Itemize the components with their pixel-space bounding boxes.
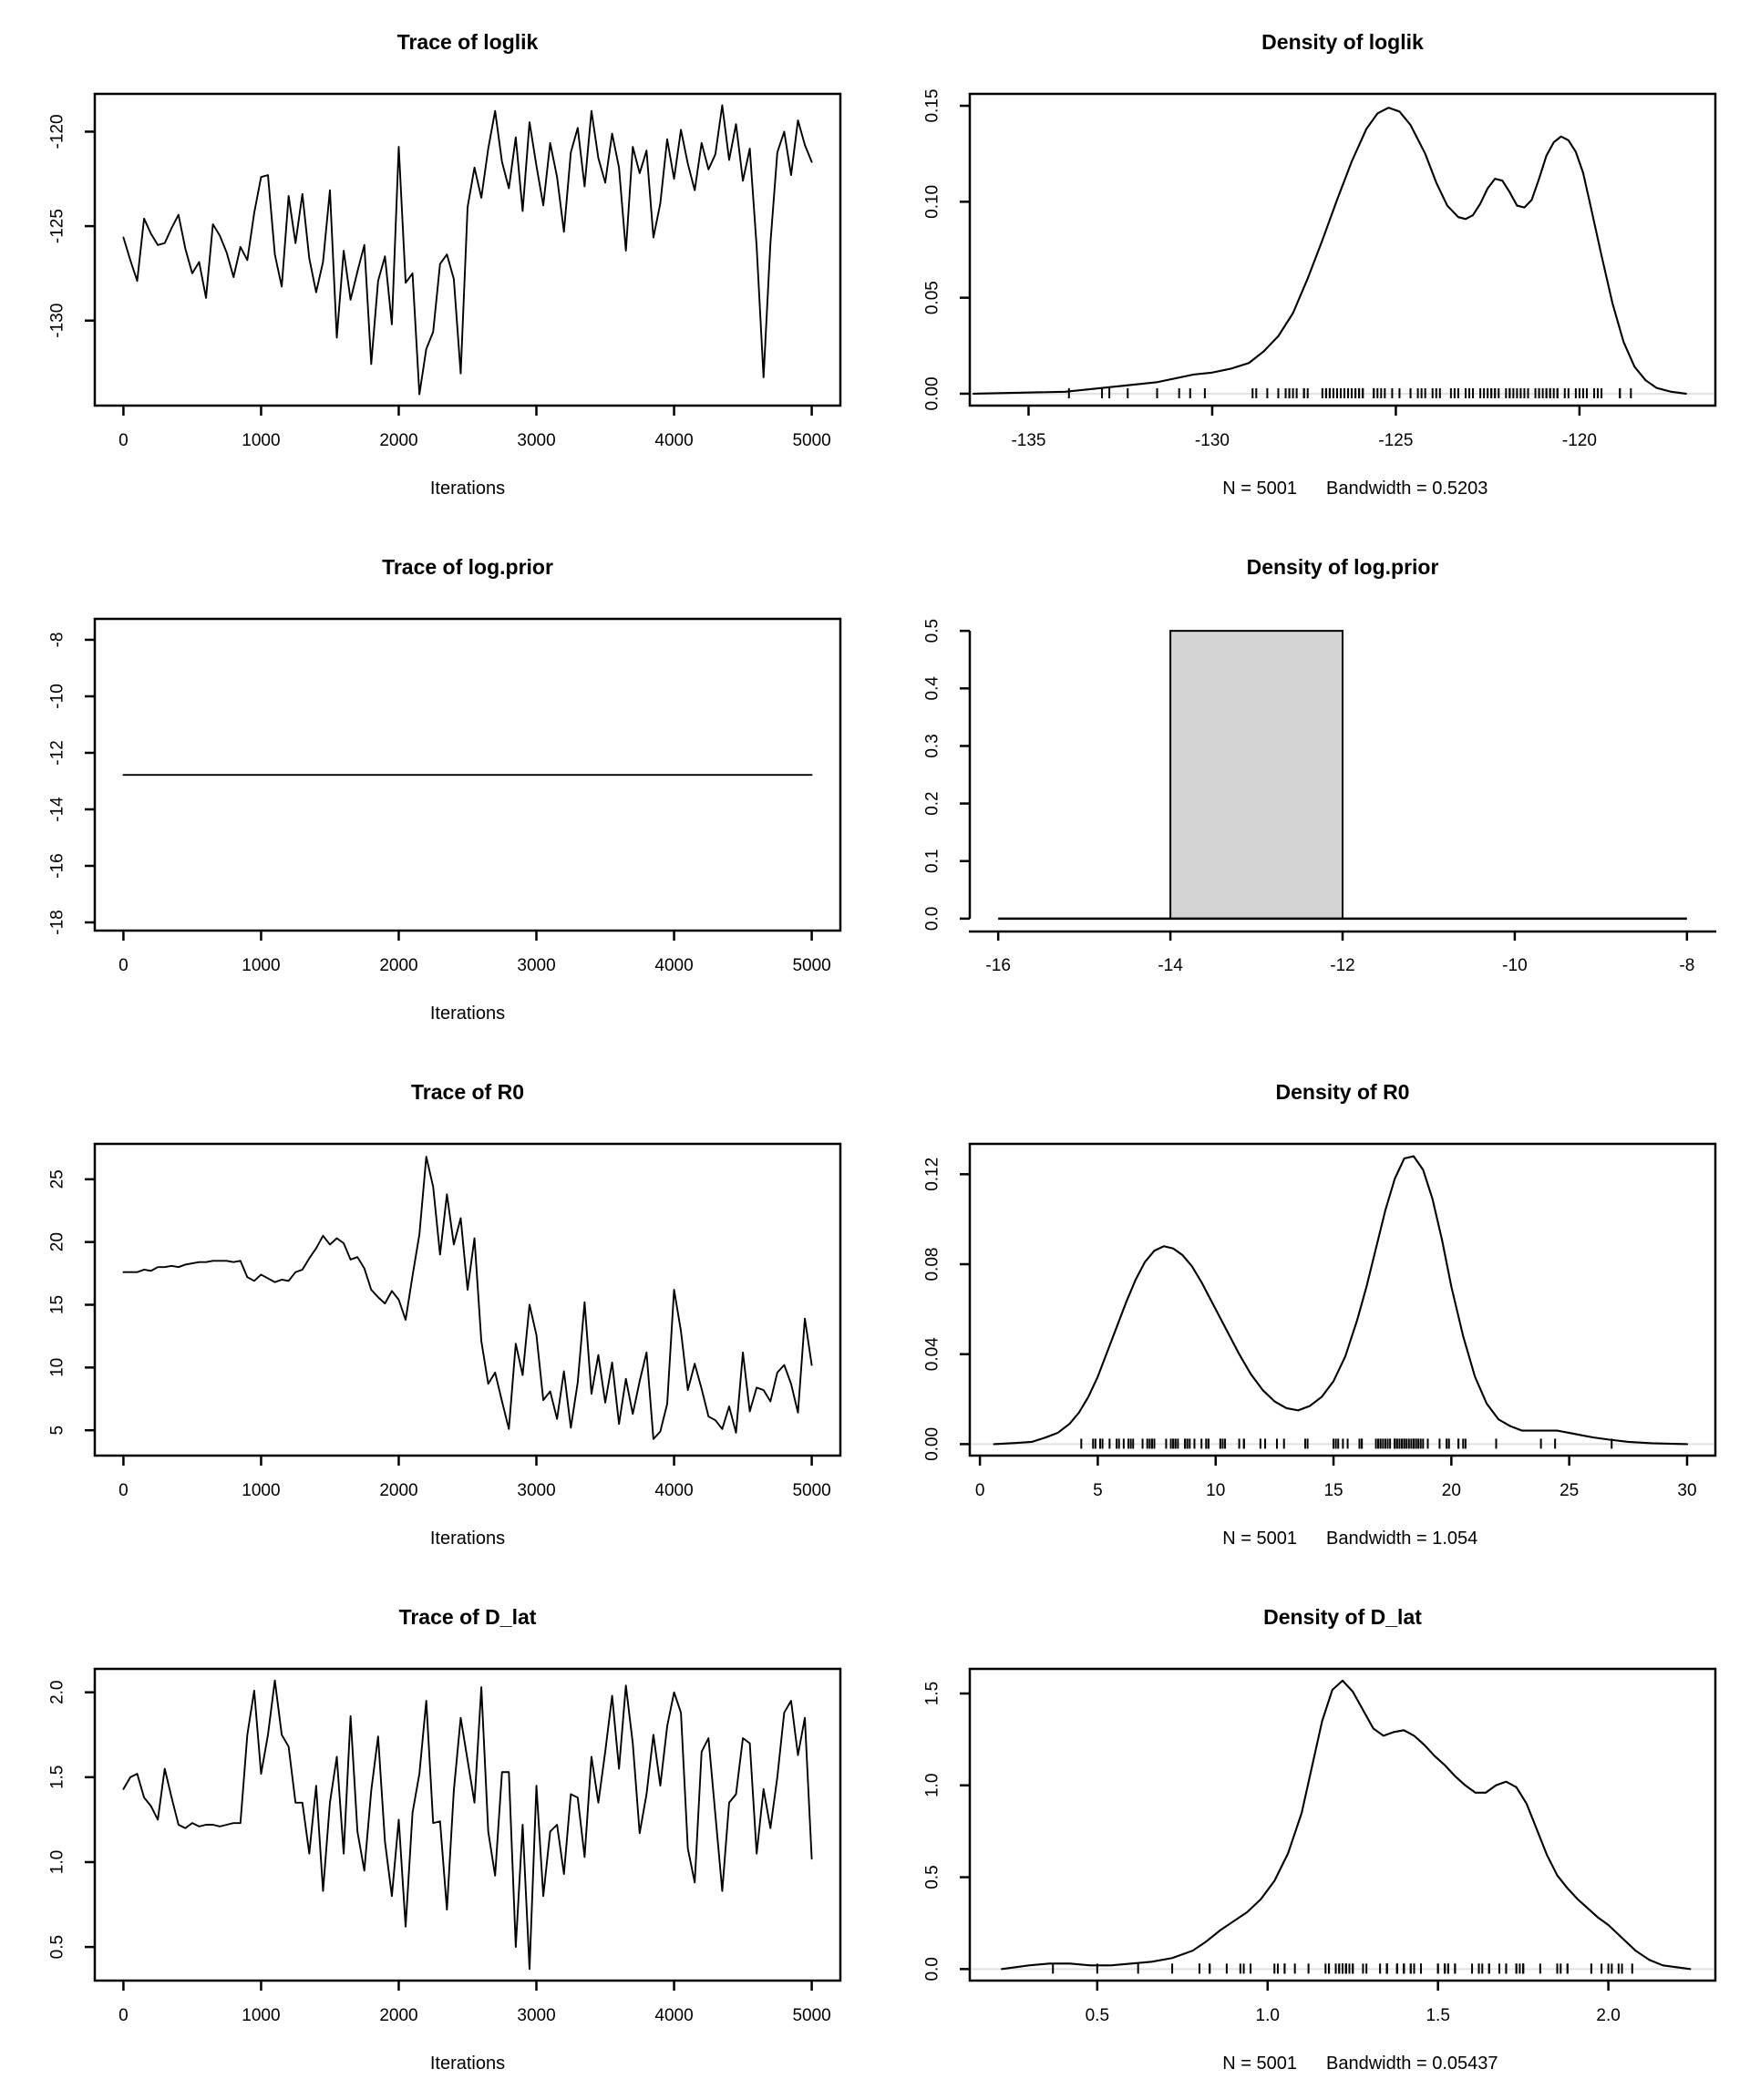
y-tick-label: 0.08 — [922, 1247, 942, 1282]
x-tick-label: 2.0 — [1596, 2006, 1621, 2025]
panel-title: Density of D_lat — [1263, 1605, 1422, 1629]
y-tick-label: 0.1 — [922, 849, 942, 873]
y-tick-label: -14 — [47, 797, 67, 822]
x-tick-label: -12 — [1330, 956, 1355, 975]
plot-box — [970, 1669, 1715, 1981]
x-tick-label: 4000 — [654, 2006, 694, 2025]
x-tick-label: 5 — [1093, 1481, 1103, 1500]
x-tick-label: 2000 — [379, 956, 418, 975]
x-tick-label: 1000 — [242, 956, 281, 975]
panel-title: Trace of log.prior — [382, 555, 553, 579]
trace-line — [123, 105, 811, 394]
plot-box — [970, 94, 1715, 406]
sample-size-label: N = 5001 — [1222, 1529, 1297, 1549]
y-tick-label: 0.05 — [922, 281, 942, 315]
x-tick-label: 2000 — [379, 2006, 418, 2025]
panel-trace-R0 — [0, 1050, 875, 1575]
x-tick-label: 3000 — [517, 956, 556, 975]
y-tick-label: 0.00 — [922, 376, 942, 411]
x-tick-label: 0 — [974, 1481, 985, 1500]
y-tick-label: -8 — [47, 632, 67, 648]
trace-line — [123, 1157, 811, 1439]
x-tick-label: 3000 — [517, 1481, 556, 1500]
x-tick-label: 3000 — [517, 431, 556, 450]
y-tick-label: 0.4 — [922, 676, 942, 701]
panel-trace-logprior — [0, 525, 875, 1050]
sample-size-label: N = 5001 — [1222, 479, 1297, 499]
cell-density-loglik — [875, 0, 1750, 525]
cell-density-Dlat — [875, 1575, 1750, 2100]
x-tick-label: 2000 — [379, 1481, 418, 1500]
x-axis-title: Iterations — [429, 479, 506, 499]
panel-density-R0 — [875, 1050, 1750, 1575]
y-tick-label: 0.3 — [922, 734, 942, 758]
cell-density-logprior — [875, 525, 1750, 1050]
x-tick-label: 5000 — [792, 2006, 831, 2025]
x-axis-title: Iterations — [429, 1004, 506, 1024]
x-tick-label: 15 — [1323, 1481, 1343, 1500]
x-tick-label: 4000 — [654, 1481, 694, 1500]
y-tick-label: 0.0 — [922, 1957, 942, 1982]
x-tick-label: 2000 — [379, 431, 418, 450]
plot-box — [95, 94, 840, 406]
cell-trace-logprior — [0, 525, 875, 1050]
sample-size-label: N = 5001 — [1222, 2054, 1297, 2074]
y-tick-label: 0.10 — [922, 184, 942, 219]
y-tick-label: 0.00 — [922, 1426, 942, 1461]
x-tick-label: -125 — [1378, 431, 1414, 450]
panel-title: Density of loglik — [1261, 30, 1424, 54]
panel-title: Trace of loglik — [396, 30, 539, 54]
y-tick-label: 1.5 — [922, 1681, 942, 1706]
x-tick-label: 0 — [118, 431, 129, 450]
y-tick-label: 0.04 — [922, 1337, 942, 1372]
y-tick-label: 0.5 — [922, 618, 942, 643]
x-tick-label: 0.5 — [1085, 2006, 1110, 2025]
x-tick-label: 20 — [1441, 1481, 1461, 1500]
y-tick-label: -130 — [47, 303, 67, 338]
panel-density-Dlat — [875, 1575, 1750, 2100]
y-tick-label: -120 — [47, 114, 67, 149]
cell-trace-loglik — [0, 0, 875, 525]
y-tick-label: 1.0 — [922, 1773, 942, 1797]
x-tick-label: 1.0 — [1255, 2006, 1280, 2025]
x-tick-label: 3000 — [517, 2006, 556, 2025]
panel-trace-loglik — [0, 0, 875, 525]
x-tick-label: 5000 — [792, 431, 831, 450]
density-curve — [1002, 1681, 1690, 1969]
y-tick-label: 0.15 — [922, 88, 942, 123]
panel-trace-Dlat — [0, 1575, 875, 2100]
bandwidth-label: Bandwidth = 0.05437 — [1326, 2054, 1498, 2074]
x-tick-label: 0 — [118, 956, 129, 975]
x-tick-label: 1000 — [242, 2006, 281, 2025]
panel-title: Trace of D_lat — [398, 1605, 537, 1629]
cell-trace-Dlat — [0, 1575, 875, 2100]
y-tick-label: 0.5 — [922, 1865, 942, 1889]
panel-title: Trace of R0 — [411, 1080, 524, 1104]
x-tick-label: -135 — [1011, 431, 1046, 450]
y-tick-label: 10 — [47, 1357, 67, 1377]
y-tick-label: 0.2 — [922, 791, 942, 816]
y-tick-label: 0.0 — [922, 906, 942, 932]
y-tick-label: -125 — [47, 209, 67, 244]
x-tick-label: 0 — [118, 1481, 129, 1500]
x-tick-label: 10 — [1206, 1481, 1226, 1500]
x-tick-label: 30 — [1677, 1481, 1697, 1500]
y-tick-label: 1.5 — [47, 1765, 67, 1790]
x-tick-label: 1.5 — [1426, 2006, 1450, 2025]
y-tick-label: 20 — [47, 1232, 67, 1252]
y-tick-label: 2.0 — [47, 1680, 67, 1704]
x-tick-label: 1000 — [242, 431, 281, 450]
x-tick-label: -10 — [1502, 956, 1528, 975]
x-axis-title: Iterations — [429, 2054, 506, 2074]
density-hist-bar — [1170, 631, 1343, 919]
x-tick-label: -14 — [1158, 956, 1183, 975]
panel-title: Density of R0 — [1275, 1080, 1410, 1104]
x-tick-label: -8 — [1679, 956, 1695, 975]
y-tick-label: 1.0 — [47, 1849, 67, 1875]
x-tick-label: 5000 — [792, 956, 831, 975]
panel-title: Density of log.prior — [1246, 555, 1439, 579]
bandwidth-label: Bandwidth = 1.054 — [1326, 1529, 1478, 1549]
panel-density-loglik — [875, 0, 1750, 525]
y-tick-label: -10 — [47, 684, 67, 709]
trace-line — [123, 1681, 811, 1970]
x-tick-label: -130 — [1194, 431, 1230, 450]
density-curve — [973, 108, 1686, 394]
y-tick-label: 15 — [47, 1294, 67, 1315]
y-tick-label: -16 — [47, 853, 67, 879]
density-curve — [994, 1157, 1687, 1445]
y-tick-label: -12 — [47, 740, 67, 766]
y-tick-label: 5 — [47, 1425, 67, 1436]
y-tick-label: -18 — [47, 910, 67, 935]
x-tick-label: 4000 — [654, 431, 694, 450]
x-tick-label: 25 — [1560, 1481, 1580, 1500]
bandwidth-label: Bandwidth = 0.5203 — [1326, 479, 1488, 499]
x-tick-label: -16 — [985, 956, 1011, 975]
x-axis-title: Iterations — [429, 1529, 506, 1549]
x-tick-label: -120 — [1561, 431, 1597, 450]
x-tick-label: 4000 — [654, 956, 694, 975]
y-tick-label: 0.12 — [922, 1157, 942, 1191]
x-tick-label: 0 — [118, 2006, 129, 2025]
panel-density-logprior — [875, 525, 1750, 1050]
cell-trace-R0 — [0, 1050, 875, 1575]
y-tick-label: 25 — [47, 1169, 67, 1189]
y-tick-label: 0.5 — [47, 1934, 67, 1960]
cell-density-R0 — [875, 1050, 1750, 1575]
x-tick-label: 5000 — [792, 1481, 831, 1500]
x-tick-label: 1000 — [242, 1481, 281, 1500]
